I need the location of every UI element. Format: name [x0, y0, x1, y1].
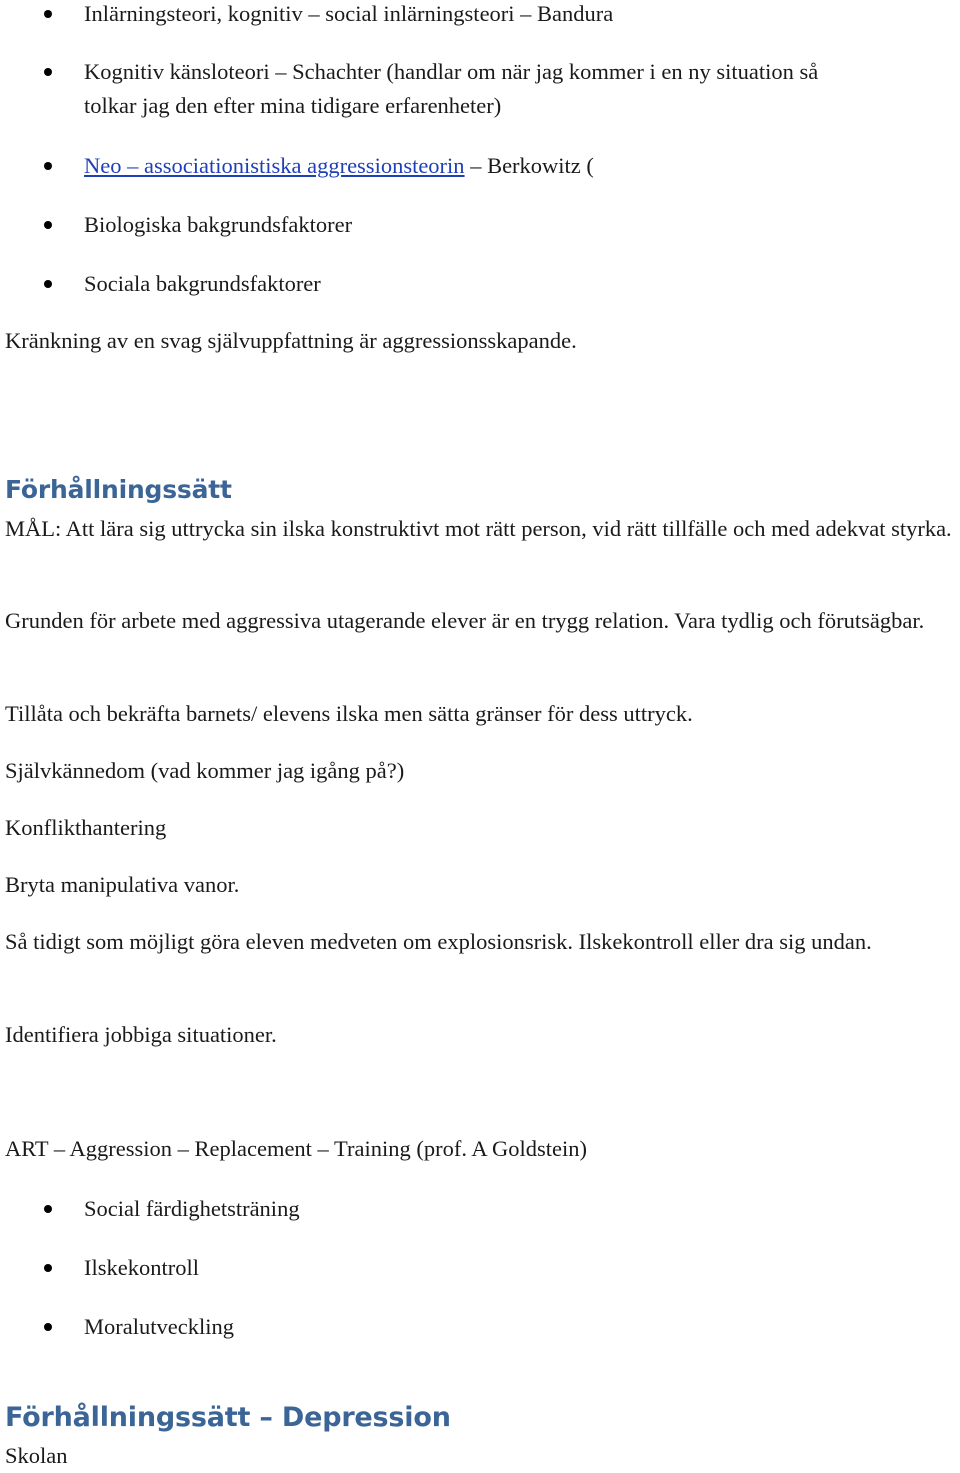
section-heading-depression: Förhållningssätt – Depression [5, 1402, 451, 1433]
art-title: ART – Aggression – Replacement – Training (prof. A Goldstein) [5, 1136, 587, 1161]
paragraph-sa-tidigt: Så tidigt som möjligt göra eleven medveten om explosionsrisk. Ilskekontroll eller dra sig undan. [5, 929, 872, 954]
paragraph-sjalvkannedom: Självkännedom (vad kommer jag igång på?) [5, 758, 405, 783]
bullet-dot-icon [44, 10, 52, 18]
list-item [84, 149, 594, 183]
paragraph-grunden: Grunden för arbete med aggressiva utagerande elever är en trygg relation. Vara tydlig och förutsägbar. [5, 608, 925, 633]
section-heading-forhallningssatt: Förhållningssätt [5, 475, 232, 504]
bullet-dot-icon [44, 1205, 52, 1213]
bullet-dot-icon [44, 162, 52, 170]
list-item: Kognitiv känsloteori – Schachter (handlar om när jag kommer i en ny situation så [84, 59, 819, 84]
intro-statement: Kränkning av en svag självuppfattning är aggressionsskapande. [5, 328, 577, 353]
list-item: Biologiska bakgrundsfaktorer [84, 212, 353, 237]
bullet-dot-icon [44, 280, 52, 288]
paragraph-tillata: Tillåta och bekräfta barnets/ elevens ilska men sätta gränser för dess uttryck. [5, 701, 693, 726]
list-item: Inlärningsteori, kognitiv – social inlärningsteori – Bandura [84, 1, 614, 26]
paragraph-konflikthantering: Konflikthantering [5, 815, 167, 840]
list-item-text: – Berkowitz ( [464, 153, 594, 178]
paragraph-identifiera: Identifiera jobbiga situationer. [5, 1022, 277, 1047]
bullet-dot-icon [44, 1323, 52, 1331]
list-item: Social färdighetsträning [84, 1196, 300, 1221]
bullet-dot-icon [44, 68, 52, 76]
list-item-continuation: tolkar jag den efter mina tidigare erfarenheter) [84, 93, 502, 118]
bullet-dot-icon [44, 1264, 52, 1272]
paragraph-bryta: Bryta manipulativa vanor. [5, 872, 240, 897]
list-item: Sociala bakgrundsfaktorer [84, 271, 321, 296]
paragraph-mal: MÅL: Att lära sig uttrycka sin ilska konstruktivt mot rätt person, vid rätt tillfälle och med adekvat styrka. [5, 516, 952, 541]
link-neo-associationistiska[interactable]: Neo – associationistiska aggressionsteorin [84, 153, 465, 178]
list-item: Moralutveckling [84, 1314, 234, 1339]
list-item: Ilskekontroll [84, 1255, 199, 1280]
bullet-dot-icon [44, 221, 52, 229]
subheading-skolan: Skolan [5, 1443, 68, 1468]
